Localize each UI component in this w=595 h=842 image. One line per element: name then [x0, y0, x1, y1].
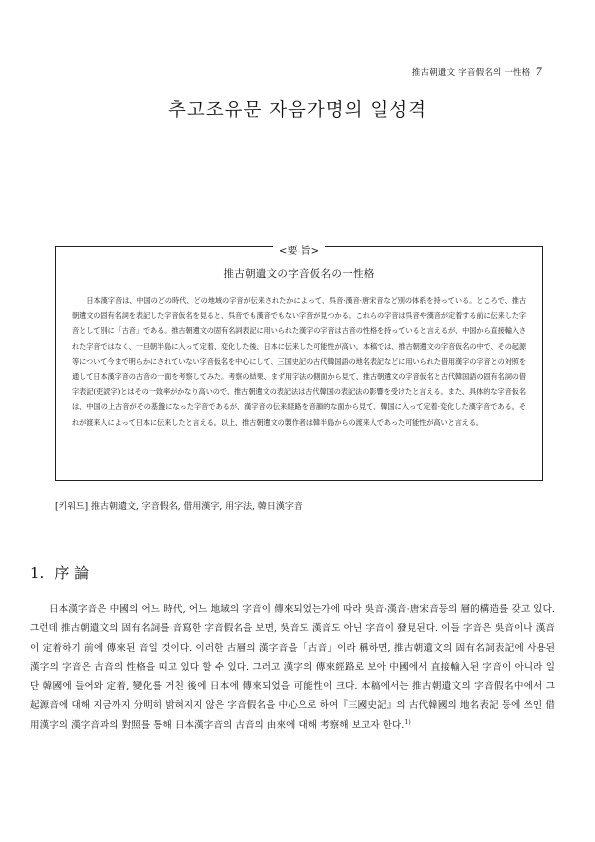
section-text: 日本漢字音은 中國의 어느 時代, 어느 地域의 字音이 傳來되었는가에 따라 吳音·漢音·唐宋音등의 層的構造를 갖고 있다. 그런데 推古朝遺文의 固有名詞를 音寫한 字音假名을 보면, 吳音도 漢音도 아닌 字音이 發見된다. 이들 字音은 吳音이나 漢音이 定着하기 前에 傳來된 音일 것이다. 이러한 古層의 漢字音을「古音」이라 稱하면, 推古朝遺文의 固有名詞表記에 사용된 漢字의 字音은 古音의 性格을 띠고 있다 할 수 있다. 그러고 漢字의 傳來經路로 보아 中國에서 直接輸入된 字音이 아니라 일단 韓國에 들어와 定着, 變化를 거친 後에 日本에 傳來되었을 可能性이 크다. 本稿에서는 推古朝遺文의 字音假名中에서 그 起源音에 대해 지금까지 分明히 밝혀지지 않은 字音假名을 中心으로 하여『三國史記』의 古代韓國의 地名表記 등에 쓰인 借用漢字의 漢字音과의 對照를 통해 日本漢字音의 古音의 由來에 대해 考察해 보고자 한다. [30, 604, 555, 731]
running-head-text: 推古朝遺文 字音假名의 一性格 [411, 68, 531, 78]
keywords: [키워드] 推古朝遺文, 字音假名, 借用漢字, 用字法, 韓日漢字音 [55, 502, 303, 512]
running-head [0, 66, 542, 78]
paper-title: 추고조유문 자음가명의 일성격 [167, 100, 428, 121]
abstract-title: 推古朝遺文の字音仮名の一性格 [223, 268, 375, 280]
abstract-label: <要 旨> [273, 246, 325, 257]
section-heading [30, 562, 89, 583]
section-title: 序 論 [54, 564, 90, 582]
abstract-label-wrap [56, 239, 542, 258]
section-body [30, 600, 555, 735]
section-number: 1. [30, 564, 45, 582]
page-number: 7 [535, 67, 542, 78]
footnote-mark: 1) [404, 718, 411, 726]
abstract-body: 日本漢字音は、中国のどの時代、どの地域の字音が伝来されたかによって、呉音·漢音·唐宋音など別の体系を持っている。ところで、推古朝遺文の固有名詞を表記した字音仮名を見ると、呉音でも漢音でもない字音が見つかる。これらの字音は呉音や漢音が定着する前に伝来した字音として別に「古音」である。推古朝遺文の固有名詞表記に用いられた漢字の字音は古音の性格を持っていると言えるが、中国から直接輸入された字音ではなく、一旦朝半島に入って定着、変化した後、日本に伝来した可能性が高い。本稿では、推古朝遺文の字音仮名の中で、その起源等について今まで明らかにされていない字音仮名を中心にして、三国史記の古代韓国語の地名表記などに用いられた借用漢字の字音との対照を通して日本漢字音の古音の一面を考察してみた。考察の結果、まず用字法の側面から見て、推古朝遺文の字音仮名と古代韓国語の固有名詞の借字表記(吏読字)とはその一致率がかなり高いので、推古朝遺文の表記法は古代韓国の表記法の影響を受けたと言える。また、具体的な字音仮名は、中国の上古音がその基盤になった字音であるが、漢字音の伝来経路を音韻的な面から見て、韓国に入って定着·変化した漢字音である。それが渡来人によって日本に伝来したと言える。以上、推古朝遺文の製作者は韓半島からの渡来人であった可能性が高いと言える。 [72, 296, 526, 427]
abstract-box [55, 246, 543, 481]
